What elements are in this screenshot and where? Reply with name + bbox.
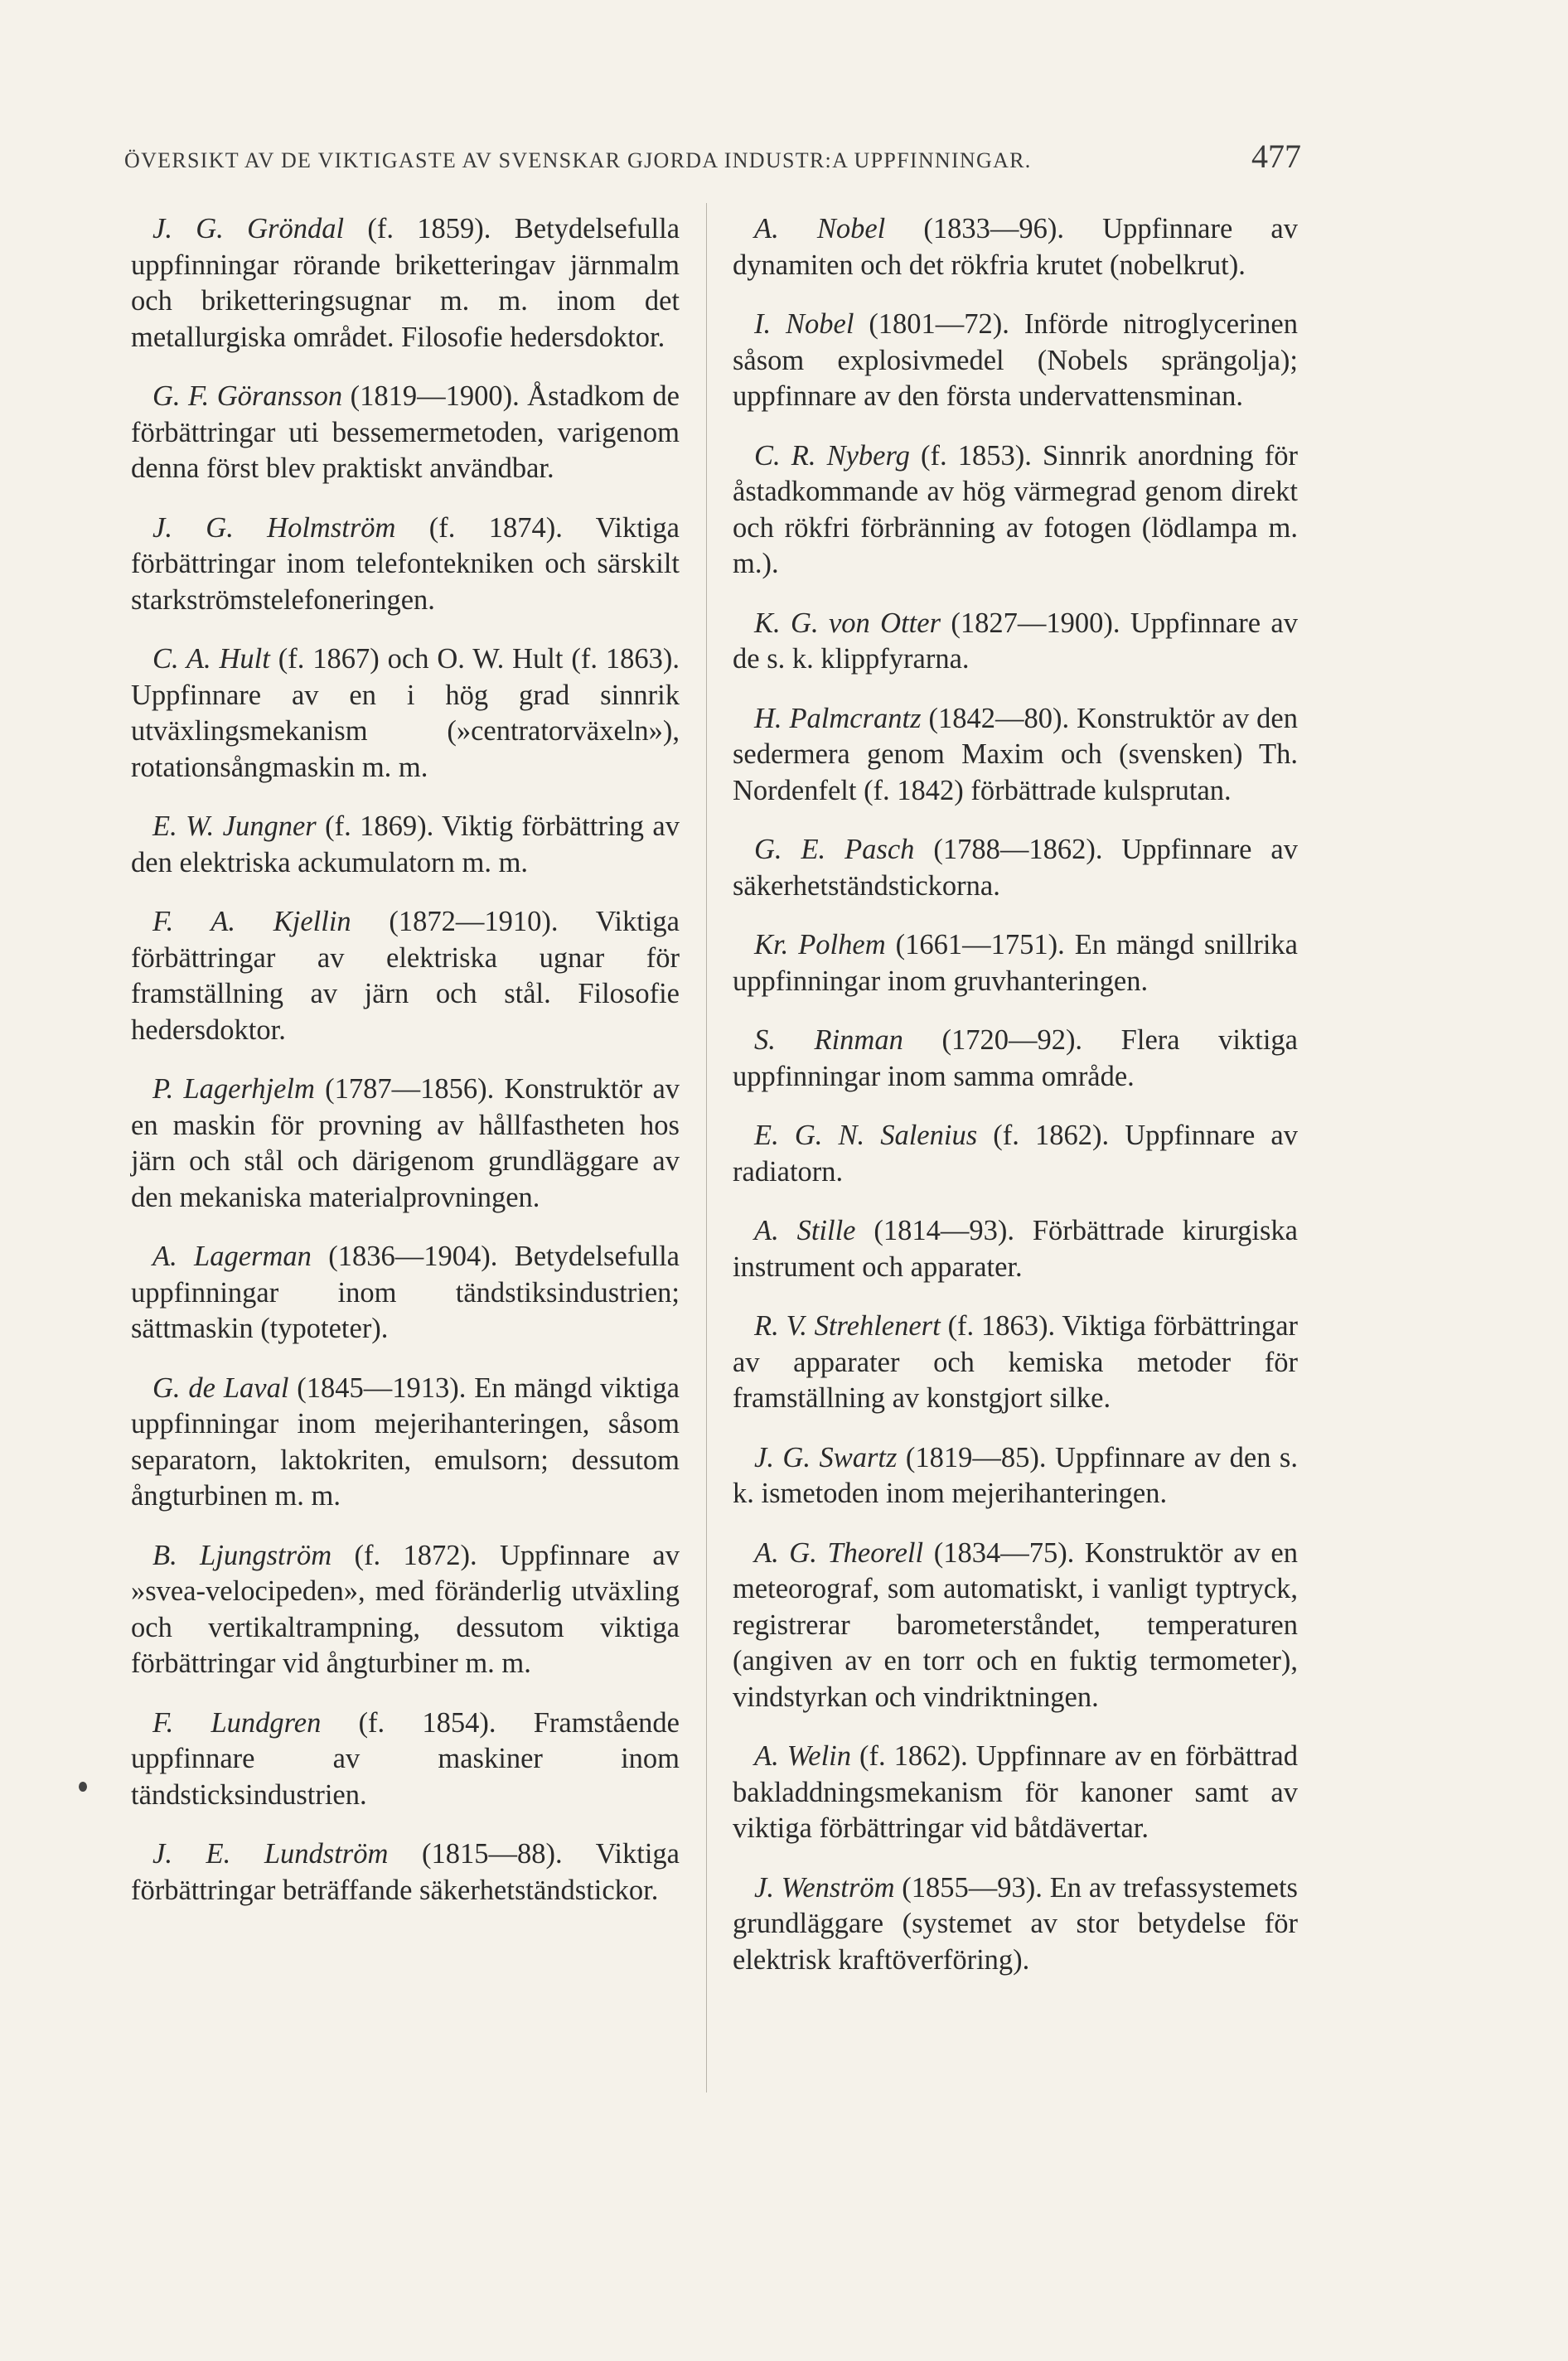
inventor-description: (1872—1910). Viktiga förbättringar av elektriska ugnar för framställning av järn och stål. Filosofie hedersdoktor. bbox=[131, 906, 680, 1046]
inventor-name: G. de Laval bbox=[152, 1372, 289, 1404]
inventor-entry bbox=[733, 1870, 1298, 1979]
inventor-entry bbox=[733, 1023, 1298, 1095]
inventor-entry bbox=[131, 1836, 680, 1909]
inventor-entry bbox=[131, 1371, 680, 1515]
inventor-description: (f. 1862). Uppfinnare av en förbättrad bakladdningsmekanism för kanoner samt av viktiga förbättringar vid båtdävertar. bbox=[733, 1740, 1298, 1844]
inventor-entry bbox=[131, 1538, 680, 1682]
inventor-name: C. A. Hult bbox=[152, 643, 270, 675]
inventor-name: H. Palmcrantz bbox=[754, 702, 922, 734]
inventor-name: A. G. Theorell bbox=[754, 1536, 924, 1569]
inventor-name: G. E. Pasch bbox=[754, 834, 915, 865]
inventor-name: F. A. Kjellin bbox=[152, 906, 351, 937]
inventor-description: (1788—1862). Uppfinnare av säkerhetständstickorna. bbox=[733, 834, 1298, 902]
page-header bbox=[124, 137, 1301, 176]
inventor-entry bbox=[733, 307, 1298, 415]
inventor-description: (1801—72). Införde nitroglycerinen såsom explosivmedel (Nobels sprängolja); uppfinnare av den första undervattensminan. bbox=[733, 308, 1298, 412]
inventor-description: (1819—1900). Åstadkom de förbättringar uti bessemermetoden, varigenom denna först blev praktiskt användbar. bbox=[131, 380, 680, 484]
inventor-description: (f. 1867) och O. W. Hult (f. 1863). Uppfinnare av en i hög grad sinnrik utväxlingsmekanism (»centratorväxeln»), rotationsångmaskin m. m. bbox=[131, 643, 680, 783]
inventor-entry bbox=[733, 701, 1298, 810]
inventor-description: (f. 1863). Viktiga förbättringar av apparater och kemiska metoder för framställning av konstgjort silke. bbox=[733, 1310, 1299, 1414]
inventor-description: (f. 1853). Sinnrik anordning för åstadkommande av hög värmegrad genom direkt och rökfri förbränning av fotogen (lödlampa m. m.). bbox=[733, 439, 1298, 579]
inventor-name: A. Stille bbox=[754, 1215, 856, 1246]
inventor-entry bbox=[733, 1739, 1298, 1847]
inventor-name: C. R. Nyberg bbox=[754, 439, 910, 472]
inventor-name: E. W. Jungner bbox=[152, 810, 317, 842]
inventor-name: G. F. Göransson bbox=[152, 380, 343, 412]
inventor-name: J. Wenström bbox=[754, 1871, 895, 1904]
inventor-name: Kr. Polhem bbox=[754, 929, 886, 960]
inventor-description: (1827—1900). Uppfinnare av de s. k. klippfyrarna. bbox=[733, 607, 1298, 675]
inventor-description: (1787—1856). Konstruktör av en maskin för provning av hållfastheten hos järn och stål och därigenom grundläggare av den mekaniska materialprovningen. bbox=[131, 1073, 680, 1213]
inventor-description: (1834—75). Konstruktör av en meteorograf, som automatiskt, i vanligt typtryck, registrerar barometerståndet, temperaturen (angiven av en torr och en fuktig termometer), vindstyrkan och vindriktningen. bbox=[733, 1536, 1298, 1713]
inventor-entry bbox=[733, 832, 1298, 904]
column-divider bbox=[706, 203, 707, 2092]
inventor-entry bbox=[733, 211, 1298, 283]
inventor-entry bbox=[131, 1239, 680, 1347]
inventor-description: (1814—93). Förbättrade kirurgiska instrument och apparater. bbox=[733, 1215, 1298, 1283]
left-column bbox=[131, 211, 680, 1932]
inventor-name: B. Ljungström bbox=[152, 1539, 332, 1571]
inventor-name: I. Nobel bbox=[754, 308, 854, 340]
inventor-description: (1815—88). Viktiga förbättringar beträffande säkerhetständstickor. bbox=[131, 1838, 680, 1906]
inventor-description: (1836—1904). Betydelsefulla uppfinningar inom tändstiksindustrien; sättmaskin (typoteter). bbox=[131, 1241, 680, 1344]
inventor-description: (f. 1859). Betydelsefulla uppfinningar rörande briketteringav järnmalm och briketteringsugnar m. m. inom det metallurgiska området. Filosofie hedersdoktor. bbox=[131, 213, 680, 353]
inventor-description: (f. 1874). Viktiga förbättringar inom telefontekniken och särskilt starkströmstelefoneringen. bbox=[131, 511, 680, 616]
inventor-entry bbox=[131, 379, 680, 487]
inventor-description: (1855—93). En av trefassystemets grundläggare (systemet av stor betydelse för elektrisk kraftöverföring). bbox=[733, 1871, 1298, 1976]
running-title: ÖVERSIKT AV DE VIKTIGASTE AV SVENSKAR GJORDA INDUSTR:A UPPFINNINGAR. bbox=[124, 148, 1032, 172]
right-column bbox=[733, 211, 1298, 2001]
inventor-description: (1842—80). Konstruktör av den sedermera genom Maxim och (svensken) Th. Nordenfelt (f. 1842) förbättrade kulsprutan. bbox=[733, 702, 1298, 806]
inventor-entry bbox=[131, 641, 680, 786]
margin-mark bbox=[79, 1782, 87, 1792]
inventor-description: (1833—96). Uppfinnare av dynamiten och det rökfria krutet (nobelkrut). bbox=[733, 213, 1298, 281]
inventor-name: J. G. Gröndal bbox=[152, 213, 345, 244]
inventor-name: J. G. Holmström bbox=[152, 511, 396, 544]
inventor-entry bbox=[131, 809, 680, 881]
inventor-description: (f. 1862). Uppfinnare av radiatorn. bbox=[733, 1120, 1298, 1188]
inventor-name: A. Welin bbox=[754, 1740, 852, 1772]
inventor-name: R. V. Strehlenert bbox=[754, 1310, 941, 1342]
inventor-entry bbox=[131, 211, 680, 356]
inventor-entry bbox=[733, 1118, 1298, 1190]
inventor-description: (1845—1913). En mängd viktiga uppfinningar inom mejerihanteringen, såsom separatorn, laktokriten, emulsorn; dessutom ångturbinen m. m. bbox=[131, 1372, 680, 1512]
inventor-name: A. Lagerman bbox=[152, 1241, 312, 1272]
page-number: 477 bbox=[1251, 138, 1301, 175]
inventor-name: K. G. von Otter bbox=[754, 607, 941, 639]
inventor-entry bbox=[733, 1309, 1298, 1417]
inventor-entry bbox=[733, 1536, 1298, 1716]
inventor-description: (f. 1854). Framstående uppfinnare av maskiner inom tändsticksindustrien. bbox=[131, 1706, 680, 1811]
inventor-entry bbox=[131, 904, 680, 1048]
inventor-name: E. G. N. Salenius bbox=[754, 1120, 978, 1151]
inventor-entry bbox=[733, 1440, 1298, 1512]
inventor-entry bbox=[131, 510, 680, 619]
inventor-name: J. G. Swartz bbox=[754, 1441, 898, 1473]
inventor-name: P. Lagerhjelm bbox=[152, 1073, 315, 1105]
inventor-description: (1819—85). Uppfinnare av den s. k. ismetoden inom mejerihanteringen. bbox=[733, 1441, 1298, 1509]
inventor-entry bbox=[733, 438, 1298, 583]
inventor-name: J. E. Lundström bbox=[152, 1838, 389, 1870]
inventor-name: S. Rinman bbox=[754, 1024, 903, 1056]
inventor-description: (1720—92). Flera viktiga uppfinningar inom samma område. bbox=[733, 1024, 1298, 1092]
inventor-entry bbox=[733, 606, 1298, 678]
inventor-entry bbox=[131, 1072, 680, 1216]
inventor-description: (f. 1872). Uppfinnare av »svea-velocipeden», med föränderlig utväxling och vertikaltrampning, dessutom viktiga förbättringar vid ångturbiner m. m. bbox=[131, 1539, 680, 1679]
inventor-description: (f. 1869). Viktig förbättring av den elektriska ackumulatorn m. m. bbox=[131, 810, 680, 878]
inventor-name: A. Nobel bbox=[754, 213, 886, 244]
inventor-entry bbox=[733, 1213, 1298, 1285]
inventor-entry bbox=[131, 1705, 680, 1814]
inventor-entry bbox=[733, 927, 1298, 999]
inventor-description: (1661—1751). En mängd snillrika uppfinningar inom gruvhanteringen. bbox=[733, 929, 1298, 997]
inventor-name: F. Lundgren bbox=[152, 1706, 322, 1739]
